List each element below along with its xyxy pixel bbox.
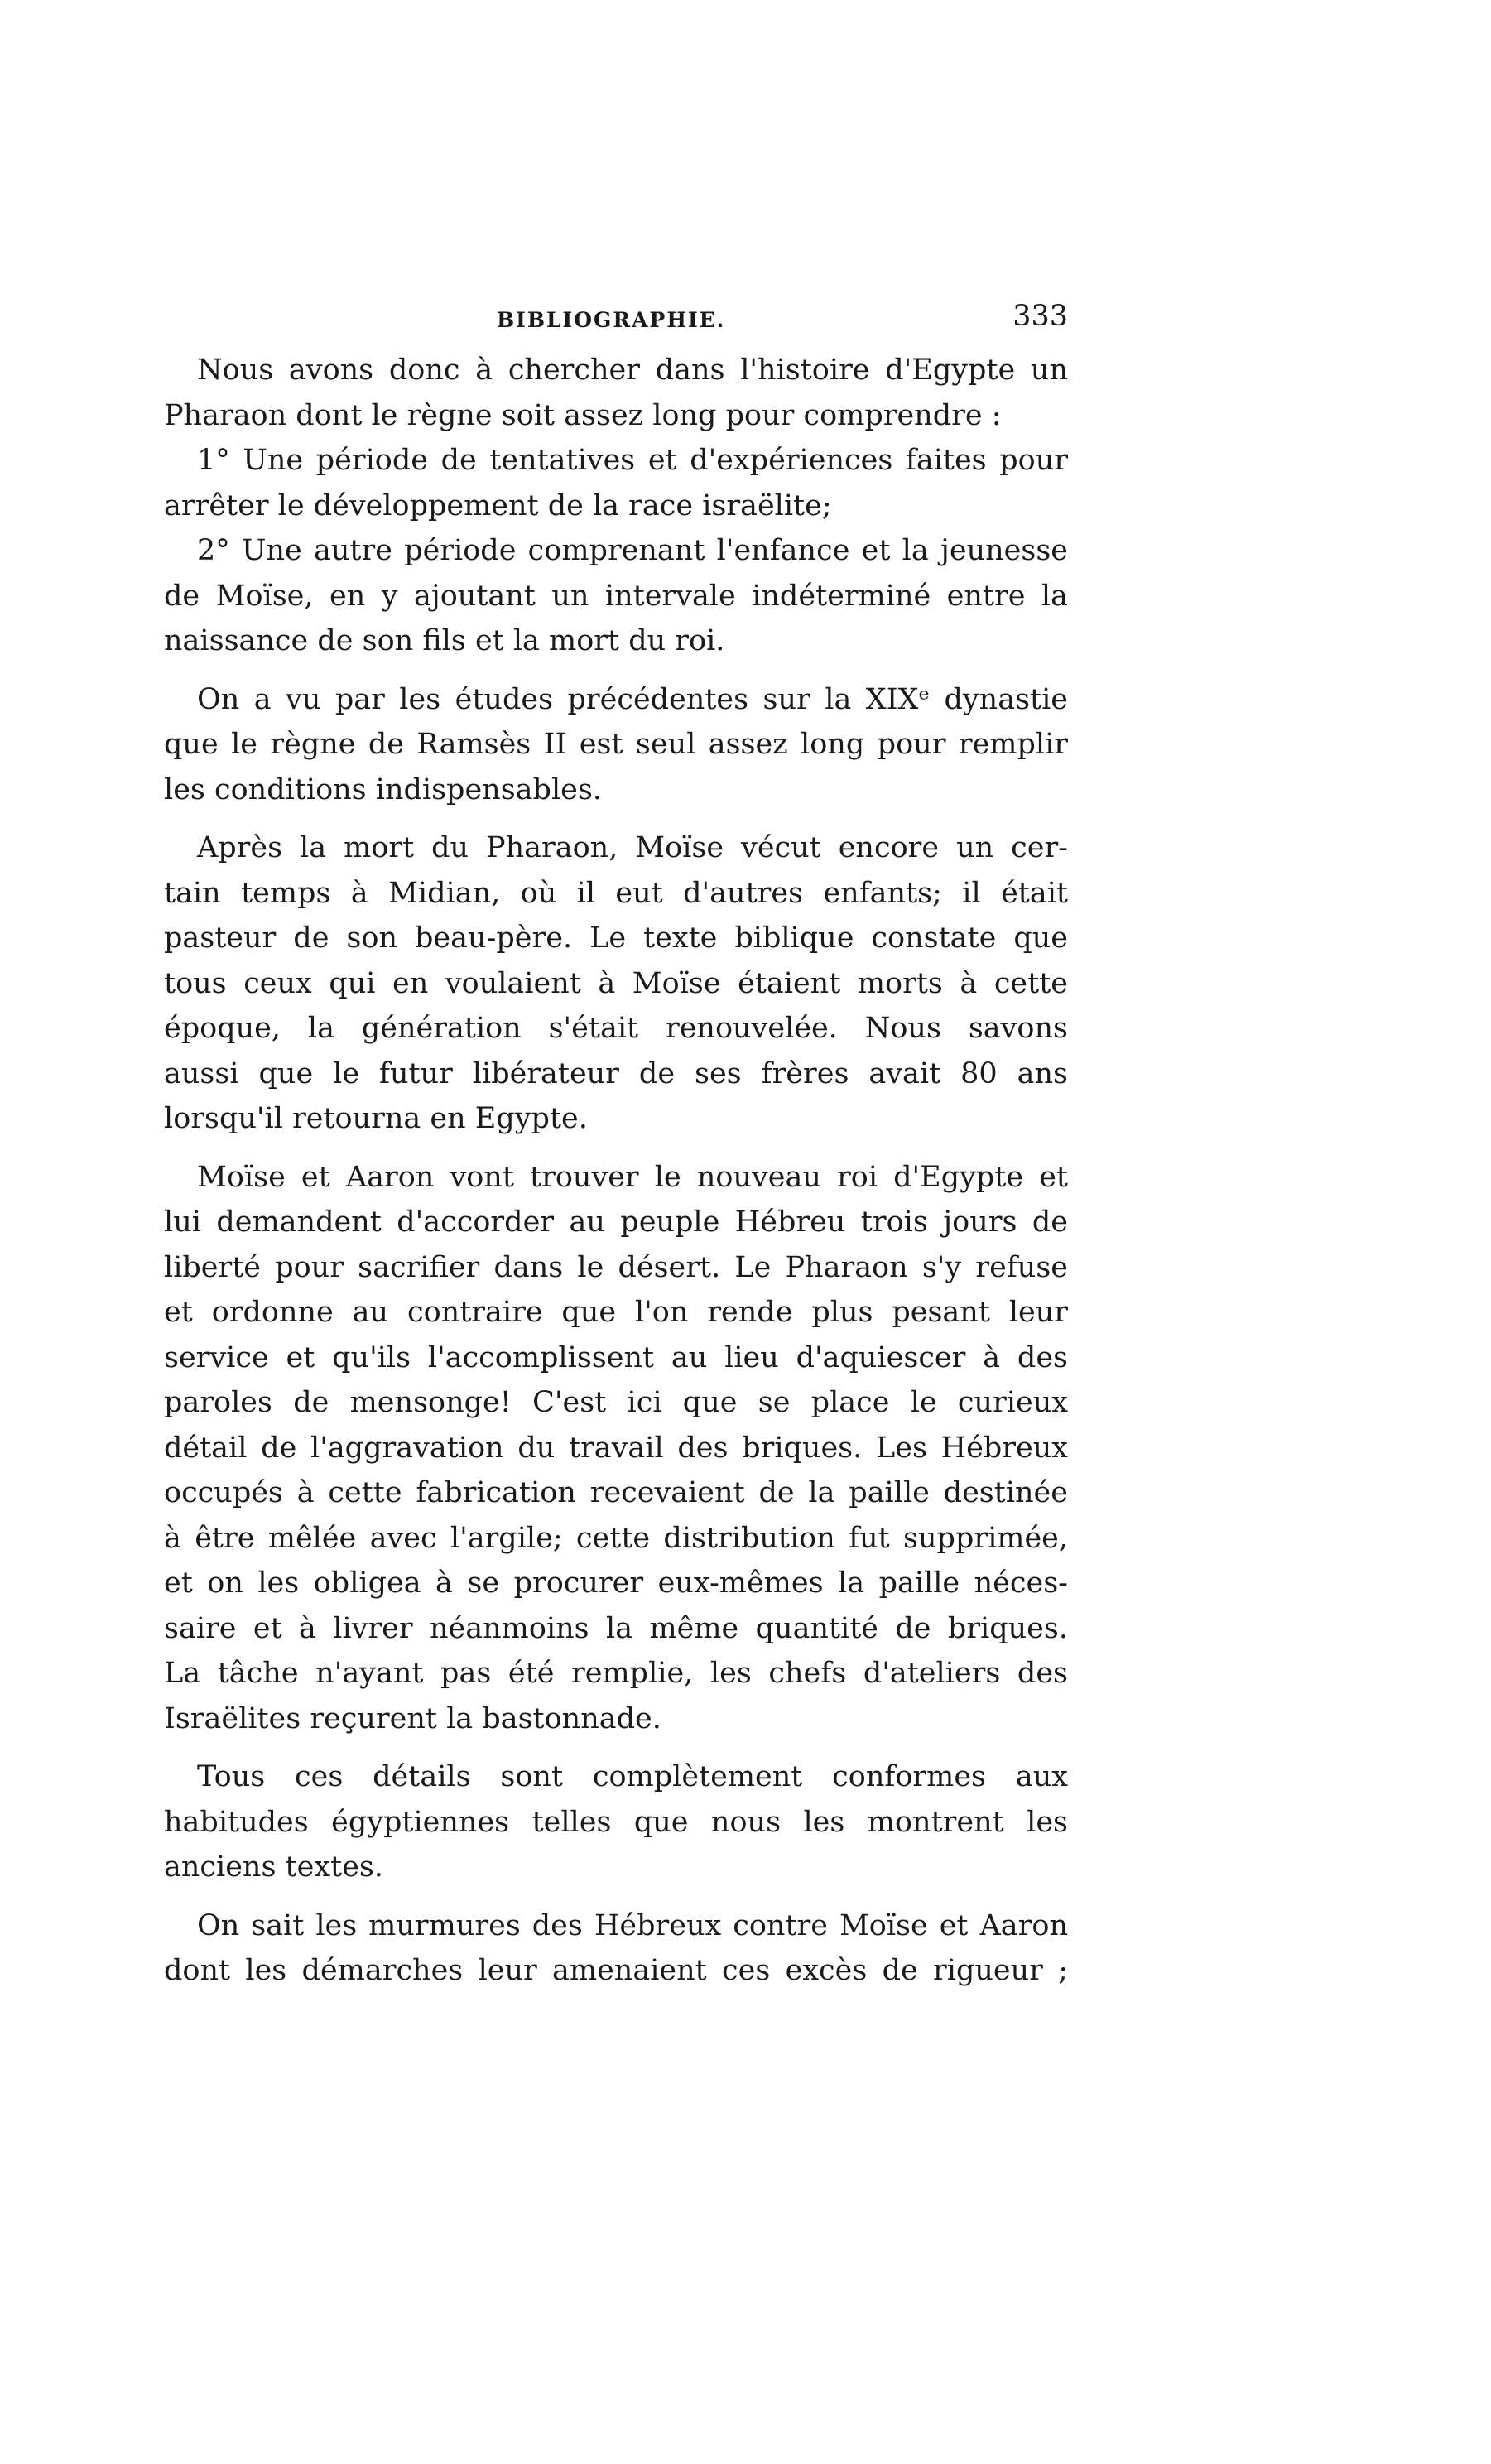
paragraph bbox=[164, 1903, 1068, 1994]
text-line: détail de l'aggravation du travail des briques. Les Hébreux bbox=[164, 1431, 1068, 1465]
paragraph bbox=[164, 528, 1068, 664]
text-line: époque, la génération s'était renouvelée. Nous savons bbox=[164, 1012, 1068, 1045]
text-line: paroles de mensonge! C'est ici que se place le curieux bbox=[164, 1386, 1068, 1419]
text-line: Après la mort du Pharaon, Moïse vécut encore un cer- bbox=[197, 831, 1068, 864]
text-line: Pharaon dont le règne soit assez long pour comprendre : bbox=[164, 398, 1002, 432]
text-line: de Moïse, en y ajoutant un intervale indéterminé entre la bbox=[164, 579, 1068, 613]
paragraph bbox=[164, 825, 1068, 1142]
text-line: les conditions indispensables. bbox=[164, 772, 602, 806]
text-line: service et qu'ils l'accomplissent au lieu d'aquiescer à des bbox=[164, 1340, 1068, 1374]
text-line: et ordonne au contraire que l'on rende plus pesant leur bbox=[164, 1296, 1068, 1329]
text-line: tain temps à Midian, où il eut d'autres enfants; il était bbox=[164, 876, 1068, 910]
text-line: Israëlites reçurent la bastonnade. bbox=[164, 1701, 661, 1735]
page-number: 333 bbox=[1012, 300, 1068, 333]
text-line: 2° Une autre période comprenant l'enfance et la jeunesse bbox=[197, 534, 1068, 567]
running-head: BIBLIOGRAPHIE. bbox=[497, 308, 726, 332]
text-line: dont les démarches leur amenaient ces excès de rigueur ; bbox=[164, 1954, 1068, 1987]
text-line: à être mêlée avec l'argile; cette distribution fut supprimée, bbox=[164, 1521, 1068, 1555]
text-line: aussi que le futur libérateur de ses frères avait 80 ans bbox=[164, 1056, 1068, 1090]
page-header bbox=[164, 300, 1068, 341]
paragraph bbox=[164, 677, 1068, 813]
text-line: La tâche n'ayant pas été remplie, les chefs d'ateliers des bbox=[164, 1657, 1068, 1690]
text-line: Tous ces détails sont complètement conformes aux bbox=[197, 1760, 1068, 1793]
paragraph bbox=[164, 348, 1068, 438]
text-line: liberté pour sacrifier dans le désert. Le Pharaon s'y refuse bbox=[164, 1250, 1068, 1284]
text-line: pasteur de son beau-père. Le texte biblique constate que bbox=[164, 922, 1068, 955]
text-line: habitudes égyptiennes telles que nous les montrent les bbox=[164, 1805, 1068, 1839]
text-line: On sait les murmures des Hébreux contre Moïse et Aaron bbox=[197, 1908, 1068, 1942]
text-line: anciens textes. bbox=[164, 1850, 383, 1884]
body-text bbox=[164, 348, 1068, 2007]
paragraph bbox=[164, 1754, 1068, 1890]
text-line: occupés à cette fabrication recevaient de la paille destinée bbox=[164, 1476, 1068, 1509]
paragraph bbox=[164, 1155, 1068, 1742]
text-line: saire et à livrer néanmoins la même quantité de briques. bbox=[164, 1611, 1068, 1645]
text-line: que le règne de Ramsès II est seul assez long pour remplir bbox=[164, 728, 1068, 761]
text-line: arrêter le développement de la race israëlite; bbox=[164, 488, 832, 522]
text-line: lorsqu'il retourna en Egypte. bbox=[164, 1102, 588, 1135]
text-line: naissance de son fils et la mort du roi. bbox=[164, 624, 725, 657]
text-line: Moïse et Aaron vont trouver le nouveau roi d'Egypte et bbox=[197, 1160, 1068, 1194]
text-line: On a vu par les études précédentes sur la XIXᵉ dynastie bbox=[197, 682, 1068, 716]
text-line: tous ceux qui en voulaient à Moïse étaient morts à cette bbox=[164, 966, 1068, 1000]
paragraph bbox=[164, 438, 1068, 528]
text-line: 1° Une période de tentatives et d'expériences faites pour bbox=[197, 444, 1068, 477]
text-line: et on les obligea à se procurer eux-mêmes la paille néces- bbox=[164, 1566, 1068, 1600]
text-line: lui demandent d'accorder au peuple Hébreu trois jours de bbox=[164, 1206, 1068, 1239]
text-line: Nous avons donc à chercher dans l'histoire d'Egypte un bbox=[197, 354, 1068, 387]
